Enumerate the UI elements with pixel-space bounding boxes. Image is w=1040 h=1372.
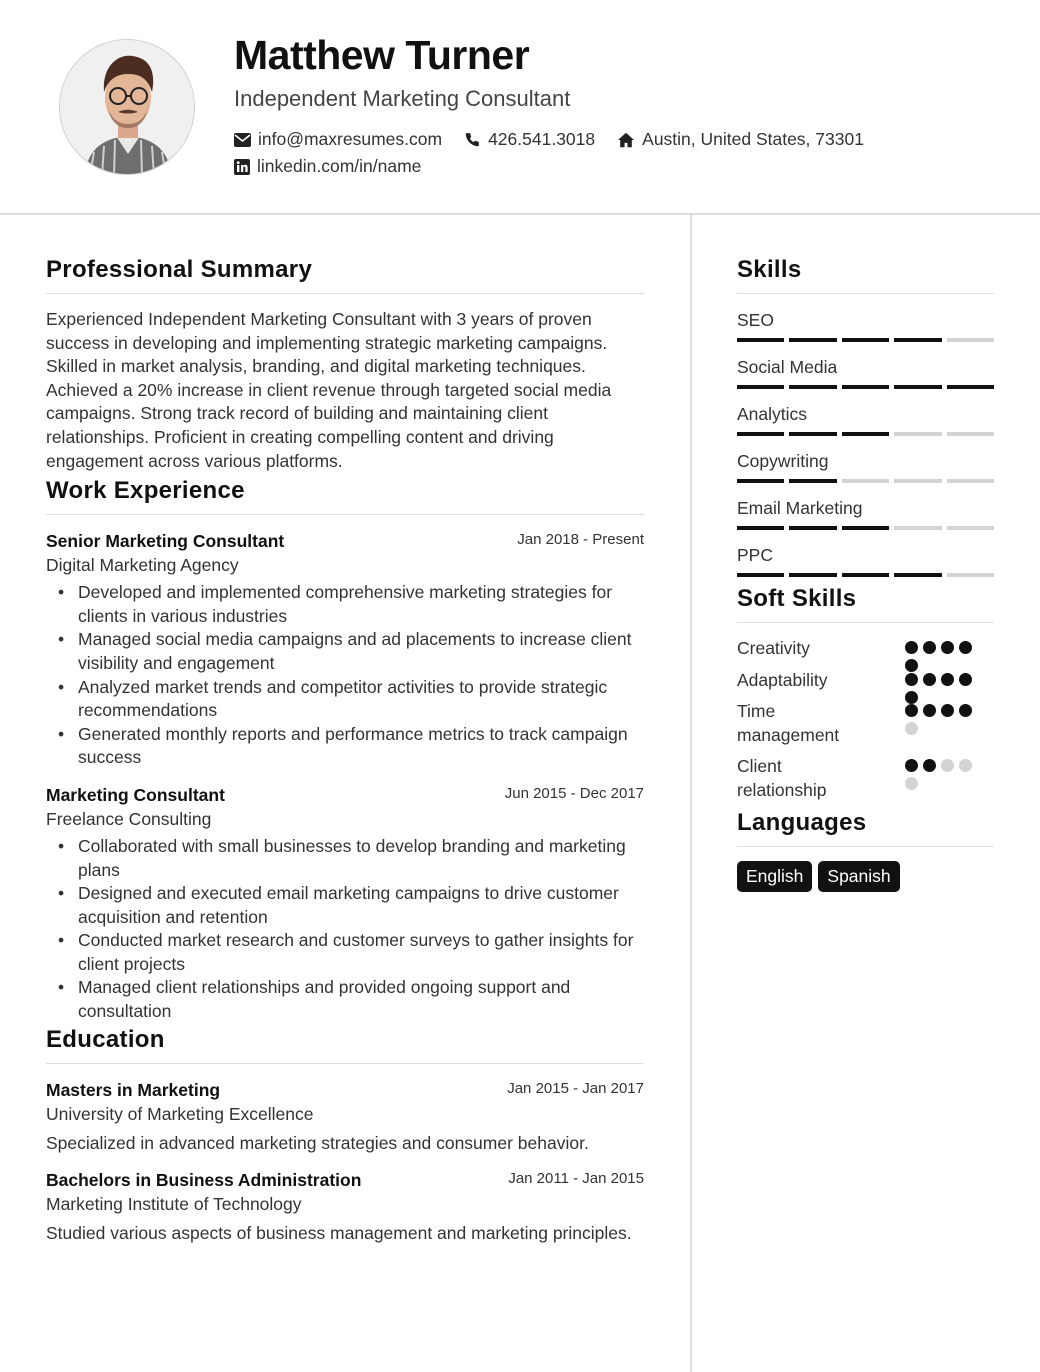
skill-level-segment bbox=[737, 479, 784, 483]
list-item: • Managed client relationships and provided ongoing support and consultation bbox=[58, 976, 644, 1023]
contact-email[interactable] bbox=[234, 129, 442, 150]
soft-skill-dot bbox=[959, 673, 972, 686]
soft-skill-item bbox=[737, 669, 994, 693]
section-heading: Work Experience bbox=[46, 477, 644, 515]
job-company: Freelance Consulting bbox=[46, 808, 212, 829]
soft-skill-dot bbox=[923, 641, 936, 654]
contact-row-secondary bbox=[234, 156, 443, 177]
soft-skill-dot bbox=[905, 641, 918, 654]
skill-level-segment bbox=[842, 338, 889, 342]
skill-level-segment bbox=[737, 573, 784, 577]
skill-level-segment bbox=[789, 432, 836, 436]
degree-title: Bachelors in Business Administration bbox=[46, 1170, 362, 1191]
soft-skill-item bbox=[737, 637, 994, 661]
school-name: Marketing Institute of Technology bbox=[46, 1194, 302, 1215]
education-description: Specialized in advanced marketing strategies and consumer behavior. bbox=[46, 1132, 589, 1153]
skill-level-segment bbox=[894, 338, 941, 342]
skill-level-segment bbox=[842, 526, 889, 530]
list-item: • Managed social media campaigns and ad placements to increase client visibility and engagement bbox=[58, 628, 644, 675]
envelope-icon bbox=[234, 133, 251, 147]
skill-level-bar bbox=[737, 385, 994, 389]
skill-level-segment bbox=[894, 479, 941, 483]
soft-skill-dot bbox=[959, 641, 972, 654]
language-tag: English bbox=[737, 861, 812, 892]
skill-level-segment bbox=[737, 432, 784, 436]
soft-skill-name: Client relationship bbox=[737, 756, 827, 800]
soft-skill-dot bbox=[941, 673, 954, 686]
soft-skill-dot bbox=[923, 673, 936, 686]
skill-level-bar bbox=[737, 338, 994, 342]
job-title: Senior Marketing Consultant bbox=[46, 531, 285, 552]
languages-section bbox=[737, 809, 994, 892]
home-icon bbox=[617, 132, 635, 148]
soft-skill-dot bbox=[905, 777, 918, 790]
person-portrait-icon bbox=[60, 40, 195, 175]
resume-header bbox=[0, 0, 1040, 215]
job-date: Jun 2015 - Dec 2017 bbox=[504, 784, 644, 802]
skill-level-segment bbox=[842, 479, 889, 483]
soft-skill-level-dots bbox=[905, 759, 977, 790]
language-tag: Spanish bbox=[818, 861, 899, 892]
education-section bbox=[46, 1026, 644, 1246]
linkedin-icon bbox=[234, 159, 250, 175]
skill-name: Email Marketing bbox=[737, 498, 863, 518]
linkedin-text: linkedin.com/in/name bbox=[257, 156, 422, 176]
skill-level-segment bbox=[789, 573, 836, 577]
soft-skill-name: Time management bbox=[737, 701, 840, 745]
section-heading: Languages bbox=[737, 809, 994, 847]
list-item: • Developed and implemented comprehensive marketing strategies for clients in various industries bbox=[58, 581, 644, 628]
soft-skill-dot bbox=[959, 704, 972, 717]
location-text: Austin, United States, 73301 bbox=[642, 129, 864, 149]
soft-skill-dot bbox=[923, 759, 936, 772]
skill-level-segment bbox=[789, 338, 836, 342]
language-tags bbox=[737, 861, 994, 892]
candidate-name: Matthew Turner bbox=[234, 32, 530, 78]
skill-level-segment bbox=[947, 385, 994, 389]
skill-level-segment bbox=[947, 573, 994, 577]
skill-level-segment bbox=[842, 385, 889, 389]
skill-level-segment bbox=[789, 385, 836, 389]
skill-level-bar bbox=[737, 526, 994, 530]
profile-photo bbox=[59, 39, 195, 175]
skill-item bbox=[737, 402, 994, 436]
skill-level-bar bbox=[737, 573, 994, 577]
soft-skill-name: Creativity bbox=[737, 638, 810, 658]
soft-skill-level-dots bbox=[905, 641, 977, 672]
soft-skill-dot bbox=[959, 759, 972, 772]
skill-level-bar bbox=[737, 479, 994, 483]
soft-skill-dot bbox=[905, 722, 918, 735]
skills-list bbox=[737, 308, 994, 577]
skill-level-segment bbox=[842, 573, 889, 577]
list-item: • Designed and executed email marketing campaigns to drive customer acquisition and retention bbox=[58, 882, 644, 929]
education-description: Studied various aspects of business management and marketing principles. bbox=[46, 1223, 632, 1244]
skill-item bbox=[737, 308, 994, 342]
skill-level-segment bbox=[947, 526, 994, 530]
contact-row-primary bbox=[234, 129, 886, 150]
skill-level-segment bbox=[947, 432, 994, 436]
summary-text: Experienced Independent Marketing Consultant with 3 years of proven success in developing and implementing strategic marketing campaigns. Skilled in market analysis, branding, and digital marketing techniques. Achieved a 20% increase in client revenue through targeted social media campaigns. Strong track record of building and maintaining client relationships. Proficient in creating compelling content and driving engagement across various platforms. bbox=[46, 309, 612, 471]
column-divider bbox=[690, 215, 692, 1372]
skill-level-segment bbox=[737, 385, 784, 389]
skill-level-segment bbox=[737, 526, 784, 530]
phone-icon bbox=[464, 131, 481, 148]
soft-skill-dot bbox=[941, 759, 954, 772]
education-entry bbox=[46, 1168, 644, 1246]
job-company: Digital Marketing Agency bbox=[46, 555, 239, 576]
section-heading: Professional Summary bbox=[46, 256, 644, 294]
soft-skill-dot bbox=[905, 759, 918, 772]
contact-phone[interactable] bbox=[464, 129, 595, 150]
job-date: Jan 2018 - Present bbox=[517, 531, 644, 549]
skill-level-segment bbox=[789, 479, 836, 483]
skill-name: SEO bbox=[737, 310, 774, 330]
professional-summary-section bbox=[46, 256, 644, 473]
list-item: • Analyzed market trends and competitor activities to provide strategic recommendations bbox=[58, 676, 644, 723]
skill-name: Copywriting bbox=[737, 451, 829, 471]
soft-skills-section bbox=[737, 585, 994, 803]
sidebar-column bbox=[737, 256, 994, 892]
list-item: • Conducted market research and customer surveys to gather insights for client projects bbox=[58, 929, 644, 976]
contact-linkedin[interactable] bbox=[234, 156, 421, 177]
section-heading: Soft Skills bbox=[737, 585, 994, 623]
section-heading: Skills bbox=[737, 256, 994, 294]
skill-item bbox=[737, 496, 994, 530]
section-heading: Education bbox=[46, 1026, 644, 1064]
job-entry bbox=[46, 783, 644, 1024]
contact-location bbox=[617, 129, 864, 150]
soft-skill-level-dots bbox=[905, 673, 977, 704]
skills-section bbox=[737, 256, 994, 577]
skill-name: Analytics bbox=[737, 404, 808, 424]
job-bullets bbox=[46, 581, 644, 770]
skill-name: Social Media bbox=[737, 357, 838, 377]
skill-level-segment bbox=[947, 479, 994, 483]
skill-item bbox=[737, 543, 994, 577]
soft-skill-name: Adaptability bbox=[737, 669, 828, 690]
soft-skill-dot bbox=[941, 704, 954, 717]
phone-text: 426.541.3018 bbox=[488, 129, 596, 149]
skill-level-segment bbox=[842, 432, 889, 436]
main-column bbox=[46, 256, 644, 1259]
job-title: Marketing Consultant bbox=[46, 784, 225, 805]
skill-level-segment bbox=[737, 338, 784, 342]
skill-level-segment bbox=[894, 573, 941, 577]
education-date: Jan 2011 - Jan 2015 bbox=[508, 1170, 644, 1188]
soft-skill-dot bbox=[905, 673, 918, 686]
soft-skill-dot bbox=[941, 641, 954, 654]
candidate-title: Independent Marketing Consultant bbox=[234, 86, 571, 111]
soft-skill-item bbox=[737, 700, 994, 747]
skill-name: PPC bbox=[737, 545, 773, 565]
skill-level-segment bbox=[894, 385, 941, 389]
list-item: • Collaborated with small businesses to develop branding and marketing plans bbox=[58, 835, 644, 882]
soft-skill-dot bbox=[923, 704, 936, 717]
school-name: University of Marketing Excellence bbox=[46, 1103, 314, 1124]
skill-item bbox=[737, 355, 994, 389]
skill-item bbox=[737, 449, 994, 483]
job-bullets bbox=[46, 835, 644, 1024]
skill-level-bar bbox=[737, 432, 994, 436]
skill-level-segment bbox=[947, 338, 994, 342]
skill-level-segment bbox=[894, 432, 941, 436]
email-text: info@maxresumes.com bbox=[258, 129, 443, 149]
soft-skill-dot bbox=[905, 704, 918, 717]
work-experience-section bbox=[46, 477, 644, 1024]
degree-title: Masters in Marketing bbox=[46, 1079, 221, 1100]
soft-skill-level-dots bbox=[905, 704, 977, 735]
skill-level-segment bbox=[789, 526, 836, 530]
job-entry bbox=[46, 529, 644, 770]
list-item: • Generated monthly reports and performance metrics to track campaign success bbox=[58, 723, 644, 770]
skill-level-segment bbox=[894, 526, 941, 530]
education-entry bbox=[46, 1078, 644, 1156]
education-date: Jan 2015 - Jan 2017 bbox=[507, 1079, 644, 1097]
soft-skill-item bbox=[737, 755, 994, 802]
